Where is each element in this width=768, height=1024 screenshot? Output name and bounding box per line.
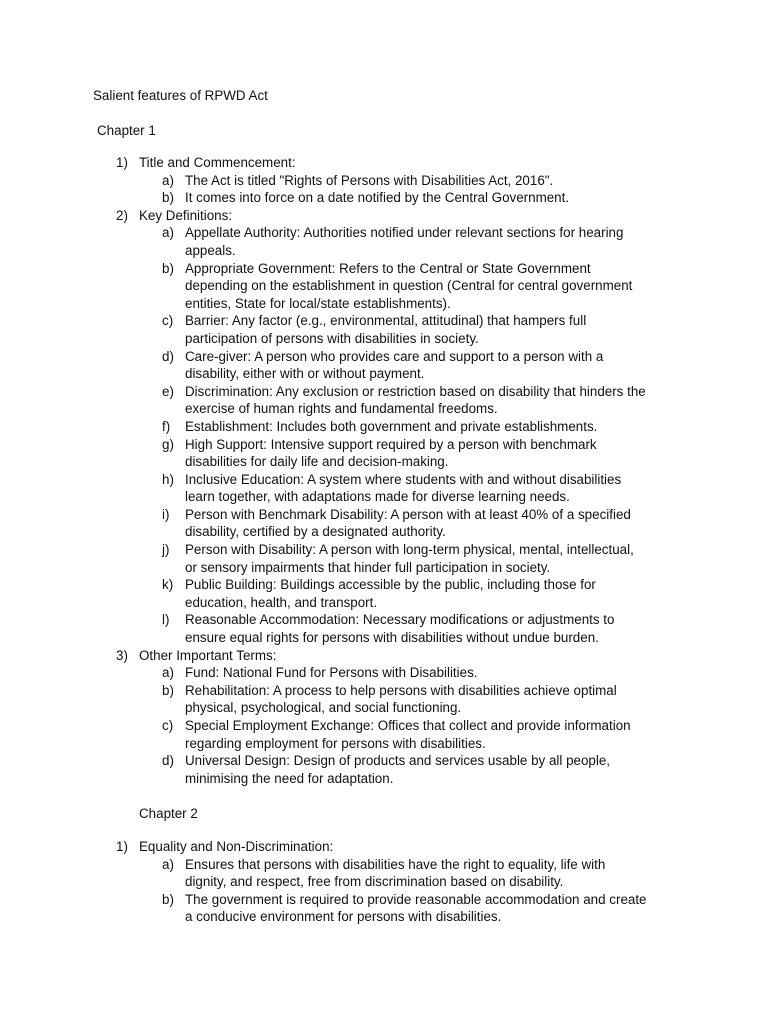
- sub-list-item: [139, 471, 685, 506]
- sub-list-item-text: Fund: National Fund for Persons with Disabilities.: [185, 665, 478, 681]
- sub-list-item-letter: d): [162, 348, 174, 364]
- sub-list-item-letter: c): [162, 313, 174, 329]
- sub-list-item-text: High Support: Intensive support required by a person with benchmark: [185, 436, 597, 452]
- sub-list-item-text: depending on the establishment in question (Central for central government: [185, 278, 633, 294]
- sub-list-item-text: Barrier: Any factor (e.g., environmental, attitudinal) that hampers full: [185, 313, 587, 329]
- list-item: [0, 207, 768, 647]
- list-item-number: 1): [116, 155, 128, 170]
- sub-list-item: [139, 541, 685, 576]
- list-item-number: 1): [116, 839, 128, 854]
- sub-list-item: [139, 506, 685, 541]
- sub-list-item-letter: e): [162, 383, 174, 399]
- sub-list-item: [139, 576, 685, 611]
- sub-list-item-text: Public Building: Buildings accessible by the public, including those for: [185, 577, 596, 593]
- sub-list-item-text: Inclusive Education: A system where students with and without disabilities: [185, 471, 622, 487]
- chapter-2-heading: Chapter 2: [139, 806, 198, 821]
- sub-list-item-letter: a): [162, 856, 174, 872]
- sub-list-item-text: entities, State for local/state establishments).: [185, 295, 451, 311]
- sub-list: [139, 224, 768, 646]
- sub-list-item-text: minimising the need for adaptation.: [185, 770, 394, 786]
- list-item-label: Other Important Terms:: [139, 647, 277, 663]
- sub-list-item-letter: b): [162, 682, 174, 698]
- sub-list-item-letter: b): [162, 260, 174, 276]
- sub-list-item: [139, 312, 685, 347]
- list-item-number: 2): [116, 207, 128, 223]
- list-item: [0, 838, 768, 926]
- sub-list-item-text: or sensory impairments that hinder full participation in society.: [185, 559, 551, 575]
- sub-list-item-text: Reasonable Accommodation: Necessary modifications or adjustments to: [185, 612, 615, 628]
- sub-list-item-text: disability, either with or without payment.: [185, 366, 425, 382]
- sub-list-item-letter: g): [162, 436, 174, 452]
- document-title: Salient features of RPWD Act: [93, 88, 268, 103]
- sub-list-item: [139, 172, 685, 190]
- list-item-label: Key Definitions:: [139, 207, 233, 223]
- sub-list-item-text: physical, psychological, and social functioning.: [185, 700, 462, 716]
- sub-list-item-letter: a): [162, 172, 174, 188]
- sub-list-item-text: exercise of human rights and fundamental freedoms.: [185, 401, 498, 417]
- list-item-label: Equality and Non-Discrimination:: [139, 839, 334, 854]
- chapter-1-heading: Chapter 1: [97, 123, 156, 138]
- sub-list-item: [139, 682, 685, 717]
- sub-list-item-text: disabilities for daily life and decision-making.: [185, 454, 449, 470]
- sub-list-item: [139, 611, 685, 646]
- sub-list-item-text: participation of persons with disabilities in society.: [185, 330, 479, 346]
- sub-list-item-letter: a): [162, 665, 174, 681]
- sub-list-item-text: The government is required to provide reasonable accommodation and create: [185, 891, 647, 907]
- sub-list-item-letter: h): [162, 471, 174, 487]
- sub-list: [139, 664, 768, 787]
- sub-list-item-text: Person with Disability: A person with long-term physical, mental, intellectual,: [185, 542, 634, 558]
- sub-list-item-text: Discrimination: Any exclusion or restriction based on disability that hinders the: [185, 383, 646, 399]
- sub-list-item-text: Appellate Authority: Authorities notified under relevant sections for hearing: [185, 225, 624, 241]
- sub-list: [139, 172, 768, 207]
- sub-list-item-text: Establishment: Includes both government and private establishments.: [185, 418, 598, 434]
- sub-list-item-text: Ensures that persons with disabilities have the right to equality, life with: [185, 856, 606, 872]
- sub-list: [139, 856, 768, 926]
- sub-list-item-letter: a): [162, 225, 174, 241]
- sub-list-item-text: ensure equal rights for persons with disabilities without undue burden.: [185, 630, 599, 646]
- sub-list-item-text: Person with Benchmark Disability: A person with at least 40% of a specified: [185, 506, 631, 522]
- sub-list-item-text: education, health, and transport.: [185, 594, 378, 610]
- list-item-number: 3): [116, 647, 128, 663]
- sub-list-item: [139, 752, 685, 787]
- sub-list-item-letter: b): [162, 190, 174, 206]
- sub-list-item-text: It comes into force on a date notified by the Central Government.: [185, 190, 570, 206]
- list-item: [0, 154, 768, 207]
- sub-list-item: [139, 383, 685, 418]
- sub-list-item: [139, 856, 685, 891]
- sub-list-item: [139, 418, 685, 436]
- sub-list-item: [139, 891, 685, 926]
- sub-list-item: [139, 664, 685, 682]
- chapter-2-list: [0, 838, 768, 926]
- sub-list-item-text: a conducive environment for persons with disabilities.: [185, 909, 502, 925]
- sub-list-item-text: appeals.: [185, 242, 236, 258]
- sub-list-item-text: Universal Design: Design of products and services usable by all people,: [185, 753, 611, 769]
- list-item-label: Title and Commencement:: [139, 155, 296, 170]
- sub-list-item-text: learn together, with adaptations made for diverse learning needs.: [185, 489, 570, 505]
- sub-list-item-text: dignity, and respect, free from discrimination based on disability.: [185, 874, 564, 890]
- sub-list-item-letter: f): [162, 418, 171, 434]
- sub-list-item-text: regarding employment for persons with disabilities.: [185, 735, 486, 751]
- sub-list-item-text: Rehabilitation: A process to help persons with disabilities achieve optimal: [185, 682, 617, 698]
- sub-list-item-letter: i): [162, 506, 170, 522]
- sub-list-item-letter: c): [162, 718, 174, 733]
- sub-list-item-letter: l): [162, 612, 170, 628]
- sub-list-item-text: Special Employment Exchange: Offices that collect and provide information: [185, 718, 631, 733]
- sub-list-item-text: Appropriate Government: Refers to the Central or State Government: [185, 260, 591, 276]
- sub-list-item-text: The Act is titled "Rights of Persons with Disabilities Act, 2016".: [185, 172, 554, 188]
- sub-list-item-letter: j): [162, 542, 170, 558]
- sub-list-item-letter: d): [162, 753, 174, 769]
- sub-list-item: [139, 436, 685, 471]
- chapter-1-list: [0, 154, 768, 787]
- sub-list-item-letter: k): [162, 577, 174, 593]
- sub-list-item-text: disability, certified by a designated authority.: [185, 524, 446, 540]
- sub-list-item-letter: b): [162, 891, 174, 907]
- list-item: [0, 647, 768, 788]
- sub-list-item-text: Care-giver: A person who provides care and support to a person with a: [185, 348, 604, 364]
- sub-list-item: [139, 224, 685, 259]
- sub-list-item: [139, 260, 685, 313]
- sub-list-item: [139, 717, 685, 752]
- sub-list-item: [139, 348, 685, 383]
- sub-list-item: [139, 189, 685, 207]
